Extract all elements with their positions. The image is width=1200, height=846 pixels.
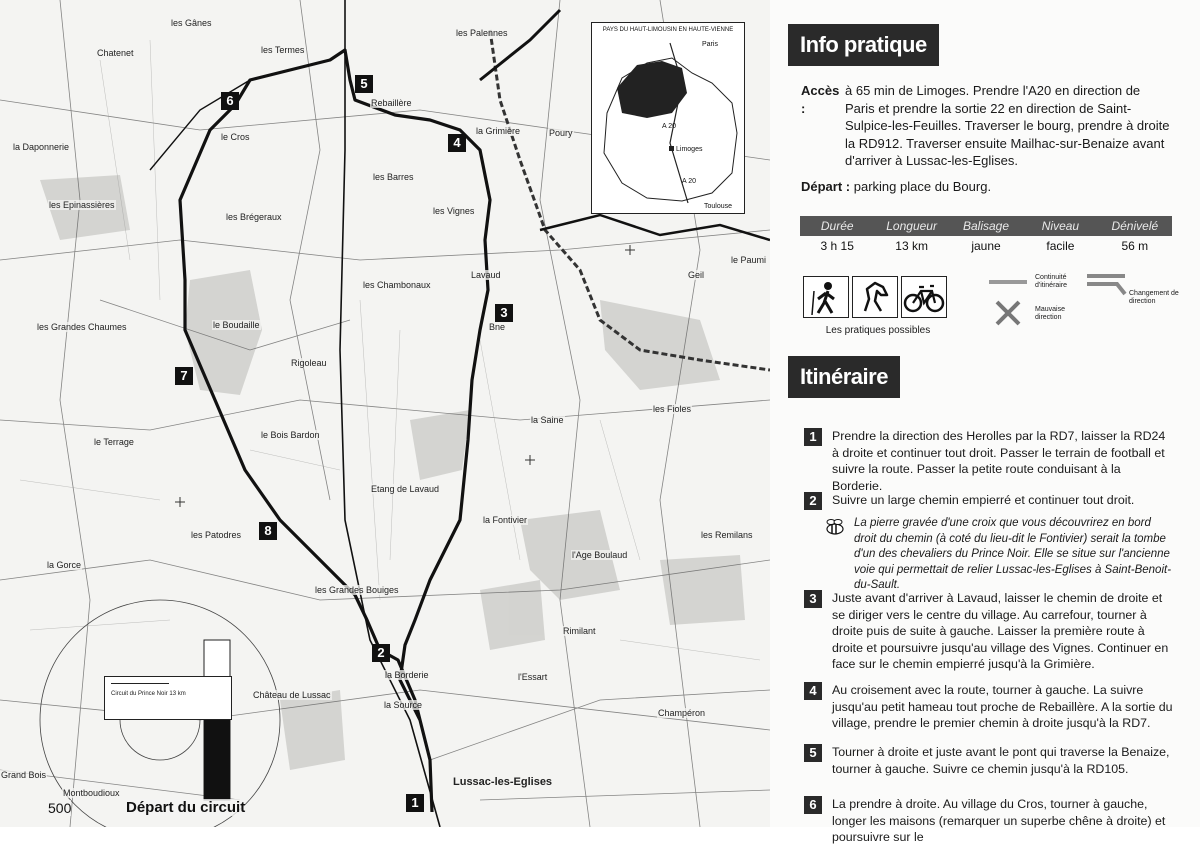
stats-value-row — [800, 236, 1172, 256]
inset-label: Limoges — [676, 146, 703, 153]
place-label: Rebaillère — [371, 98, 412, 108]
waypoint-marker-4: 4 — [448, 134, 466, 152]
info-panel — [770, 0, 1200, 844]
place-label: le Terrage — [94, 437, 134, 447]
waypoint-marker-7: 7 — [175, 367, 193, 385]
place-label: les Barres — [373, 172, 414, 182]
step-text: La prendre à droite. Au village du Cros, tourner à gauche, longer les maisons (remarquer un superbe chêne à droite) et poursuivre sur le — [832, 797, 1166, 844]
scale-label: 500 — [48, 800, 72, 816]
stats-value-cell: 3 h 15 — [820, 239, 854, 253]
bicycle-icon — [901, 276, 947, 318]
step-text: Suivre un large chemin empierré et continuer tout droit. — [832, 493, 1135, 507]
step-text: Tourner à droite et juste avant le pont qui traverse la Benaize, tourner à gauche. Suivre ce chemin jusqu'à la RD105. — [832, 745, 1170, 776]
access-section — [801, 82, 1181, 170]
change-direction-label: Changement de direction — [1129, 290, 1179, 305]
waypoint-marker-2: 2 — [372, 644, 390, 662]
stats-value-cell: 13 km — [895, 239, 928, 253]
step-text: Juste avant d'arriver à Lavaud, laisser le chemin de droite et se diriger vers le centre du village. Au carrefour, tourner à droite puis de suite à gauche. Laisser la première route à droite et poursuivre jusqu'au village des Vignes. Continuer en face sur le chemin empierré jusqu'à la Grimière. — [832, 591, 1169, 671]
place-label: Grand Bois — [1, 770, 47, 780]
step-6 — [804, 796, 1174, 846]
stats-value-cell: jaune — [971, 239, 1001, 253]
itinerary-title: Itinéraire — [788, 356, 900, 398]
place-label: Lavaud — [471, 270, 501, 280]
place-label: Champéron — [658, 708, 706, 718]
place-label: la Source — [384, 700, 423, 710]
place-label: l'Age Boulaud — [572, 550, 628, 560]
route-stats-table — [800, 216, 1172, 256]
waypoint-marker-3: 3 — [495, 304, 513, 322]
place-label: les Fioles — [653, 404, 692, 414]
place-label: le Boudaille — [213, 320, 260, 330]
place-label: les Epinassières — [49, 200, 115, 210]
depart-label: Départ : — [801, 179, 851, 194]
info-title: Info pratique — [788, 24, 939, 66]
step-3 — [804, 590, 1174, 673]
stats-header-cell: Dénivelé — [1111, 219, 1159, 233]
step-number: 4 — [804, 682, 822, 700]
place-label: le Paumi — [731, 255, 767, 265]
stats-header-row — [800, 216, 1172, 236]
place-label: Poury — [549, 128, 573, 138]
place-label: Rimilant — [563, 626, 596, 636]
inset-label: A 20 — [662, 123, 677, 130]
place-label: Montboudioux — [63, 788, 120, 798]
stats-header-cell: Niveau — [1041, 219, 1080, 233]
place-label: les Gânes — [171, 18, 212, 28]
place-label: les Patodres — [191, 530, 242, 540]
stats-header-cell: Durée — [820, 219, 854, 233]
waypoint-marker-8: 8 — [259, 522, 277, 540]
place-label: les Termes — [261, 45, 305, 55]
activities-caption: Les pratiques possibles — [825, 325, 931, 336]
place-label: Chatenet — [97, 48, 134, 58]
access-text: à 65 min de Limoges. Prendre l'A20 en direction de Paris et prendre la sortie 22 en direction de Saint-Sulpice-les-Feuilles. Traverser le bourg, prendre à droite la RD912. Traverser ensuite Mailhac-sur-Benaize avant d'arriver à Lussac-les-Eglises. — [845, 83, 1170, 168]
place-label: la Daponnerie — [13, 142, 70, 152]
place-label: la Borderie — [385, 670, 429, 680]
place-label: les Remilans — [701, 530, 753, 540]
map-legend-box — [104, 676, 232, 720]
place-label: l'Essart — [518, 672, 548, 682]
hiker-icon — [803, 276, 849, 318]
continuity-label: Continuité d'itinéraire — [1035, 274, 1068, 289]
horse-icon — [852, 276, 898, 318]
place-label: Etang de Lavaud — [371, 484, 440, 494]
place-label: la Gorce — [47, 560, 82, 570]
stats-header-cell: Balisage — [963, 219, 1010, 233]
place-label: la Saine — [531, 415, 564, 425]
step-number: 5 — [804, 744, 822, 762]
access-label: Accès : — [801, 83, 840, 116]
step-text: Prendre la direction des Herolles par la RD7, laisser la RD24 à droite et continuer tout droit. Passer le terrain de football et suivre la route. Passer la petite route conduisant à la Borderie. — [832, 429, 1166, 493]
step-number: 2 — [804, 492, 822, 510]
place-label: les Vignes — [433, 206, 475, 216]
step-text: Au croisement avec la route, tourner à gauche. La suivre jusqu'au petit hameau tout proche de Rebaillère. A la sortie du village, prendre le premier chemin à droite jusqu'à la RD7. — [832, 683, 1173, 730]
bee-icon — [822, 518, 848, 536]
step-2 — [804, 492, 1174, 509]
step-5 — [804, 744, 1174, 777]
stats-header-cell: Longueur — [886, 219, 937, 233]
place-label: Geil — [688, 270, 705, 280]
step-4 — [804, 682, 1174, 732]
legend-box-text: Circuit du Prince Noir 13 km — [111, 691, 186, 697]
note-text: La pierre gravée d'une croix que vous découvrirez en bord droit du chemin (à coté du lieu-dit le Fontivier) serait la tombe d'un des chevaliers du Prince Noir. Elle se situe sur l'ancienne voie qui permettait de relier Lussac-les-Eglises à Saint-Benoit-du-Sault. — [854, 517, 1172, 591]
waypoint-marker-1: 1 — [406, 794, 424, 812]
inset-outline — [592, 23, 744, 213]
waypoint-marker-5: 5 — [355, 75, 373, 93]
place-label: le Bois Bardon — [261, 430, 320, 440]
step-number: 3 — [804, 590, 822, 608]
stats-value-cell: 56 m — [1121, 239, 1149, 253]
activities — [803, 276, 953, 336]
waymark-legend — [987, 272, 1177, 332]
inset-label: Toulouse — [704, 203, 733, 210]
inset-title: PAYS DU HAUT-LIMOUSIN EN HAUTE-VIENNE — [602, 27, 734, 33]
wrong-direction-label: Mauvaise direction — [1035, 306, 1065, 321]
step-number: 6 — [804, 796, 822, 814]
place-label: les Brégeraux — [226, 212, 282, 222]
place-label: la Grimière — [476, 126, 521, 136]
depart-section — [801, 179, 991, 194]
place-label: la Fontivier — [483, 515, 528, 525]
inset-label: Paris — [702, 41, 718, 48]
place-label: Château de Lussac — [253, 690, 331, 700]
step-number: 1 — [804, 428, 822, 446]
place-label: les Chambonaux — [363, 280, 431, 290]
start-label: Départ du circuit — [126, 799, 246, 816]
legend-note — [822, 516, 1172, 594]
inset-label: A 20 — [682, 178, 697, 185]
region-inset-map — [591, 22, 745, 214]
stats-value-cell: facile — [1046, 239, 1075, 253]
place-label: Bne — [489, 322, 506, 332]
place-label: les Palennes — [456, 28, 508, 38]
place-label: Lussac-les-Eglises — [453, 776, 553, 788]
step-1 — [804, 428, 1174, 494]
place-label: Rigoleau — [291, 358, 327, 368]
waypoint-marker-6: 6 — [221, 92, 239, 110]
place-label: les Grandes Chaumes — [37, 322, 127, 332]
place-label: les Grandes Bouiges — [315, 585, 399, 595]
depart-text: parking place du Bourg. — [853, 179, 992, 194]
place-label: le Cros — [221, 132, 250, 142]
